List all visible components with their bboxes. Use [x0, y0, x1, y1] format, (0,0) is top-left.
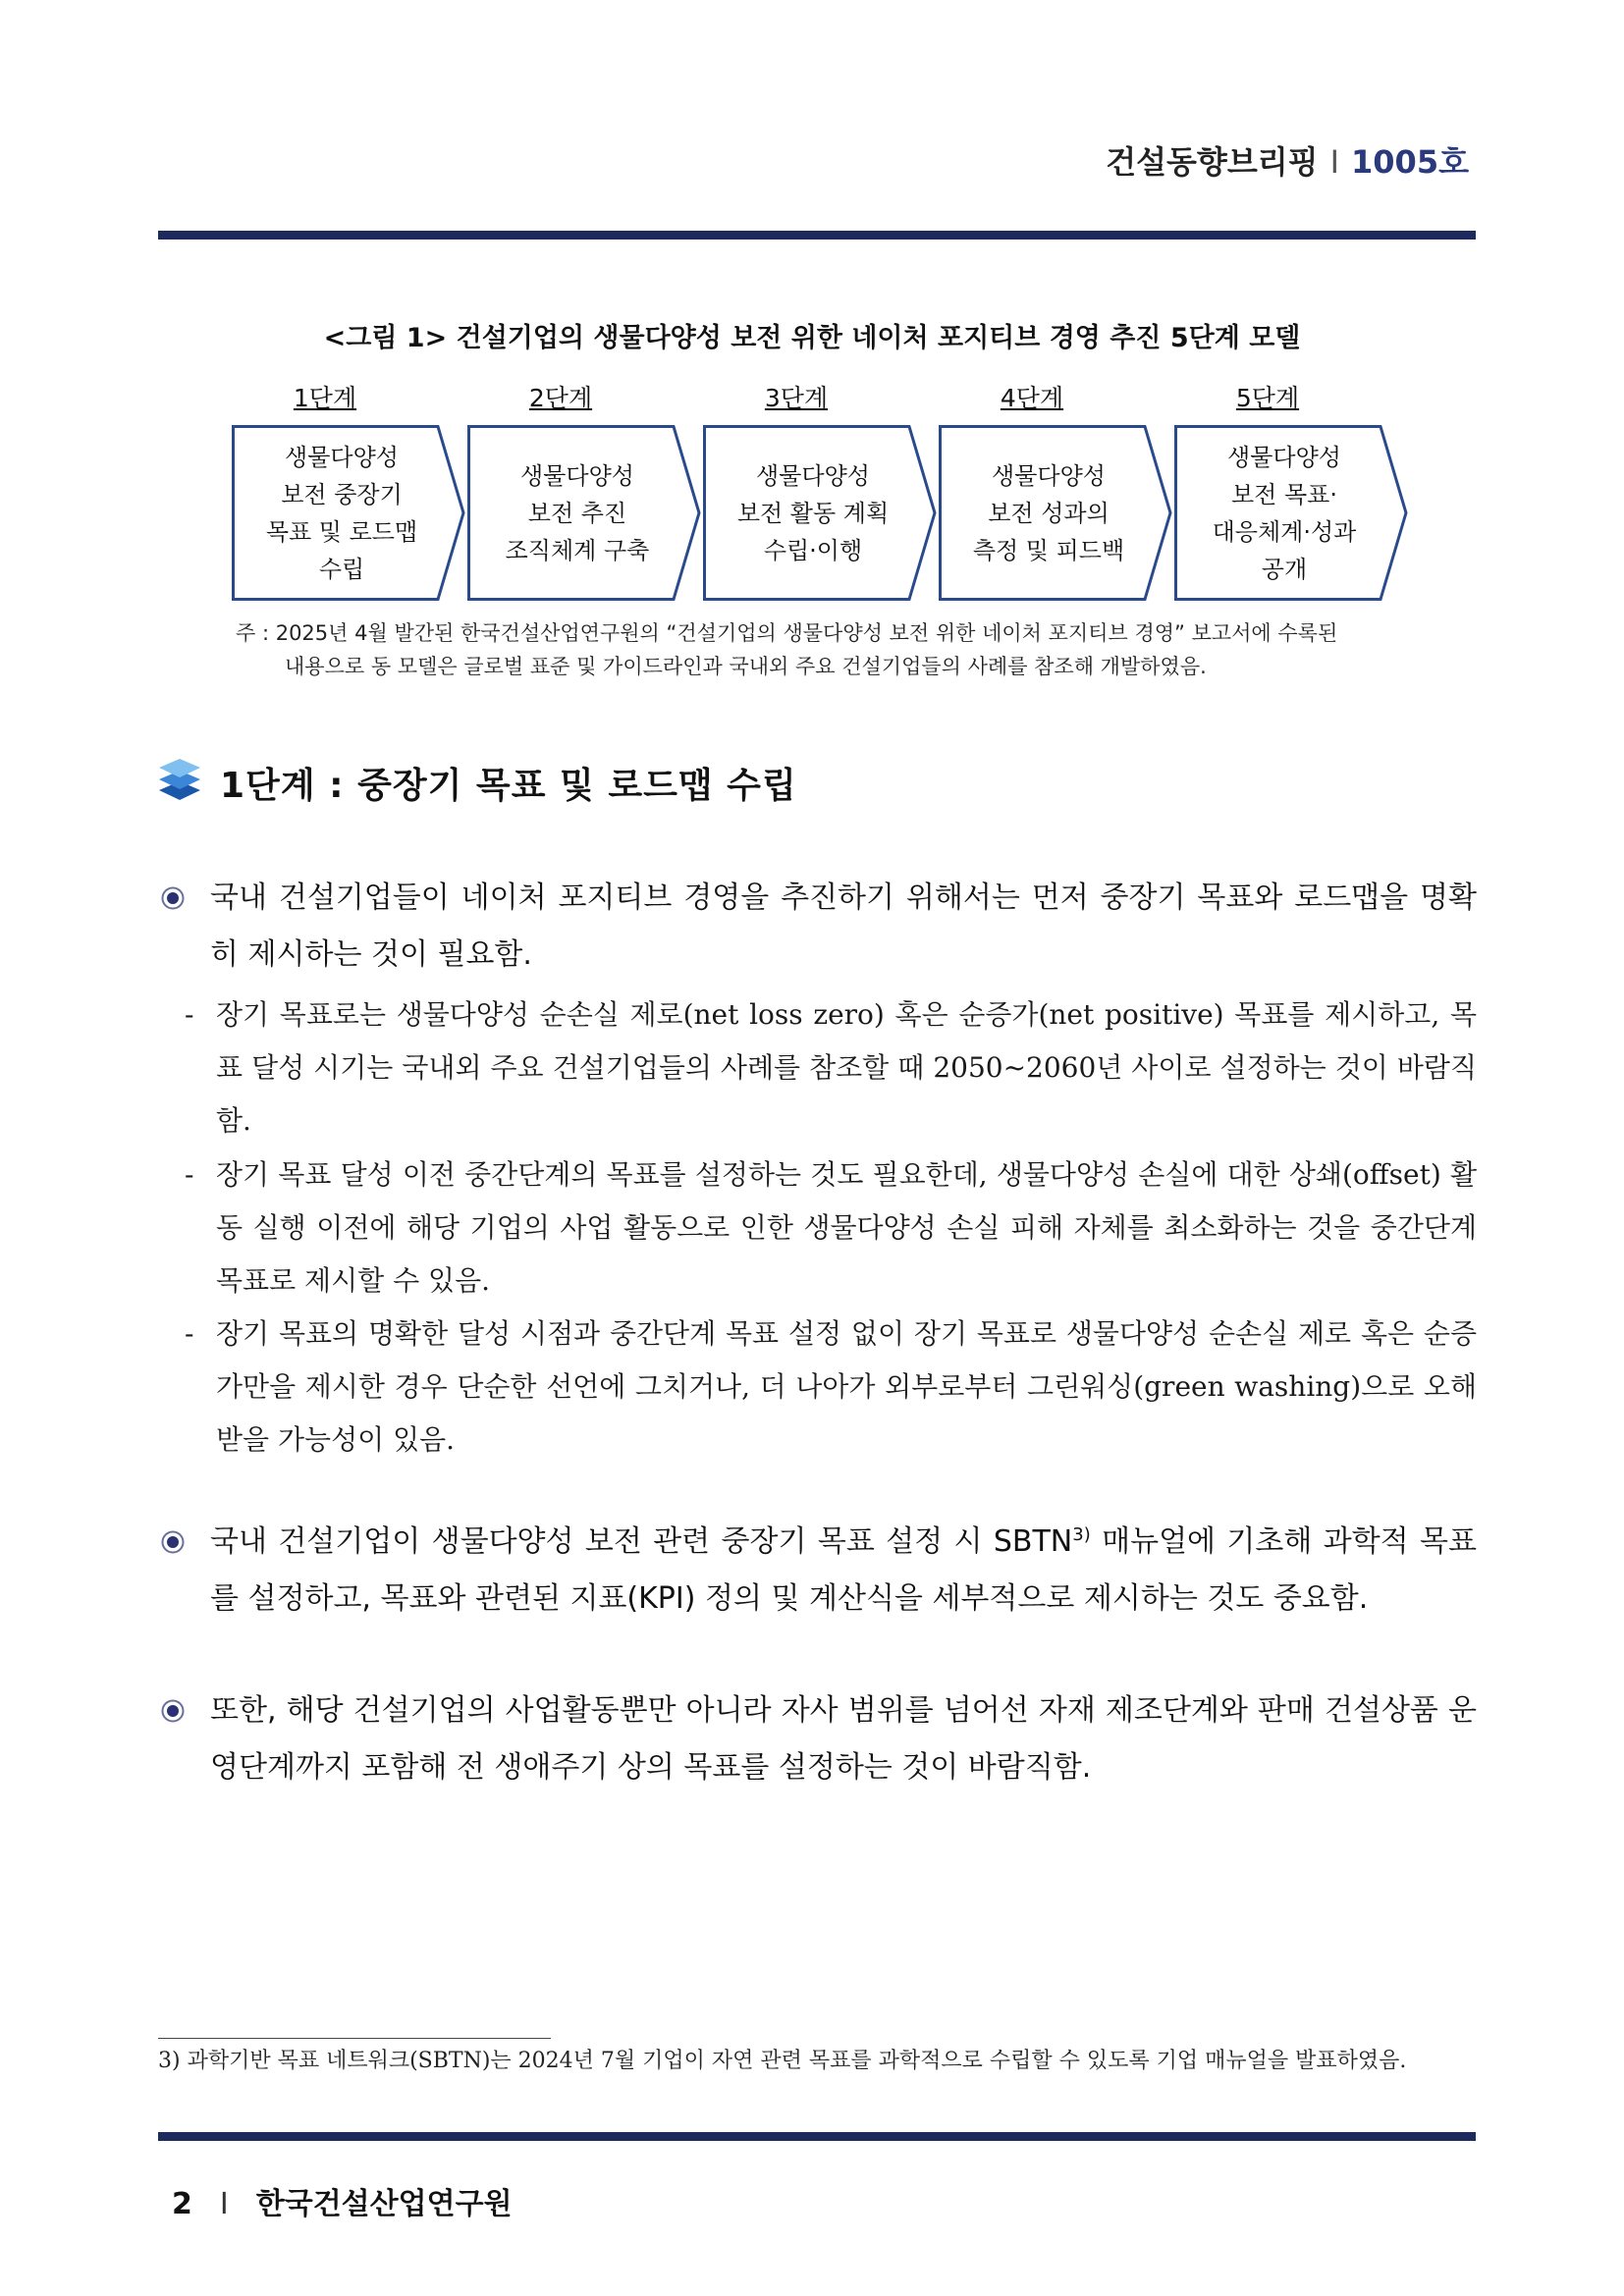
step-label-1: 1단계	[293, 384, 357, 412]
footnote-3: 3) 과학기반 목표 네트워크(SBTN)는 2024년 7월 기업이 자연 관련 목표를 과학적으로 수립할 수 있도록 기업 매뉴얼을 발표하였음.	[158, 2049, 1407, 2073]
paragraph-3-text: 또한, 해당 건설기업의 사업활동뿐만 아니라 자사 범위를 넘어선 자재 제조단계와 판매 건설상품 운영단계까지 포함해 전 생애주기 상의 목표를 설정하는 것이 바람직함.	[210, 1693, 1477, 1785]
step-text-1: 생물다양성 보전 중장기 목표 및 로드맵 수립	[265, 443, 418, 583]
dash-marker: -	[185, 998, 194, 1031]
step-box-3	[703, 425, 939, 601]
step-box-1	[232, 425, 467, 601]
dash-marker: -	[185, 1317, 194, 1350]
paragraph-3	[161, 1682, 1477, 1796]
sub-item-3-text: 장기 목표의 명확한 달성 시점과 중간단계 목표 설정 없이 장기 목표로 생물다양성 순손실 제로 혹은 순증가만을 제시한 경우 단순한 선언에 그치거나, 더 나아가 외부로부터 그린워싱(green washing)으로 오해받을 가능성이 있음.	[216, 1317, 1477, 1456]
step-box-2	[467, 425, 703, 601]
figure-note	[236, 616, 1414, 683]
paragraph-2-text-after: 매뉴얼에 기초해 과학적 목표를 설정하고, 목표와 관련된 지표(KPI) 정의 및 계산식을 세부적으로 제시하는 것도 중요함.	[210, 1524, 1477, 1616]
step-text-3: 생물다양성 보전 활동 계획 수립·이행	[736, 461, 890, 564]
section-title: 1단계 : 중장기 목표 및 로드맵 수립	[220, 766, 797, 806]
step-label-3: 3단계	[764, 384, 829, 412]
header-separator: I	[1329, 143, 1340, 181]
figure-note-line-1: 주 : 2025년 4월 발간된 한국건설산업연구원의 “건설기업의 생물다양성 보전 위한 네이처 포지티브 경영” 보고서에 수록된	[236, 621, 1338, 645]
issue-number: 1005호	[1351, 143, 1469, 181]
step-box-5	[1174, 425, 1410, 601]
stacked-layers-icon	[157, 756, 202, 807]
figure-title: <그림 1> 건설기업의 생물다양성 보전 위한 네이처 포지티브 경영 추진 5단계 모델	[323, 323, 1301, 353]
step-text-4: 생물다양성 보전 성과의 측정 및 피드백	[972, 461, 1125, 564]
publication-name: 건설동향브리핑	[1106, 143, 1319, 181]
footnote-ref-3[interactable]: 3)	[1072, 1524, 1091, 1545]
footer-rule	[158, 2132, 1476, 2141]
circle-bullet-icon	[161, 1530, 185, 1554]
sub-item-2-text: 장기 목표 달성 이전 중간단계의 목표를 설정하는 것도 필요한데, 생물다양성 손실에 대한 상쇄(offset) 활동 실행 이전에 해당 기업의 사업 활동으로 인한 생물다양성 손실 피해 자체를 최소화하는 것을 중간단계 목표로 제시할 수 있음.	[216, 1158, 1477, 1297]
step-box-4	[939, 425, 1174, 601]
running-header	[1106, 137, 1469, 183]
sub-item-2	[185, 1148, 1477, 1308]
step-text-5: 생물다양성 보전 목표· 대응체계·성과 공개	[1212, 443, 1357, 583]
sub-item-1-text: 장기 목표로는 생물다양성 순손실 제로(net loss zero) 혹은 순증가(net positive) 목표를 제시하고, 목표 달성 시기는 국내외 주요 건설기업들의 사례를 참조할 때 2050~2060년 사이로 설정하는 것이 바람직함.	[216, 998, 1477, 1137]
organization-name: 한국건설산업연구원	[255, 2187, 513, 2221]
paragraph-2	[161, 1514, 1477, 1628]
sub-item-3	[185, 1308, 1477, 1467]
page-number: 2	[172, 2187, 192, 2221]
figure-note-line-2: 내용으로 동 모델은 글로벌 표준 및 가이드라인과 국내외 주요 건설기업들의 사례를 참조해 개발하였음.	[285, 655, 1207, 678]
step-text-2: 생물다양성 보전 추진 조직체계 구축	[505, 461, 650, 564]
step-label-5: 5단계	[1235, 384, 1300, 412]
sub-item-1	[185, 988, 1477, 1148]
paragraph-1-text: 국내 건설기업들이 네이처 포지티브 경영을 추진하기 위해서는 먼저 중장기 목표와 로드맵을 명확히 제시하는 것이 필요함.	[210, 881, 1477, 972]
step-label-2: 2단계	[528, 384, 593, 412]
footnote-rule	[158, 2038, 551, 2039]
step-label-4: 4단계	[1000, 384, 1064, 412]
paragraph-2-text	[210, 1514, 1477, 1628]
circle-bullet-icon	[161, 886, 185, 910]
header-rule	[158, 231, 1476, 240]
page-footer	[172, 2179, 513, 2222]
paragraph-1	[161, 870, 1477, 984]
dash-marker: -	[185, 1158, 194, 1191]
paragraph-2-text-before: 국내 건설기업이 생물다양성 보전 관련 중장기 목표 설정 시 SBTN	[210, 1524, 1073, 1559]
circle-bullet-icon	[161, 1699, 185, 1723]
footer-separator: I	[219, 2187, 229, 2221]
